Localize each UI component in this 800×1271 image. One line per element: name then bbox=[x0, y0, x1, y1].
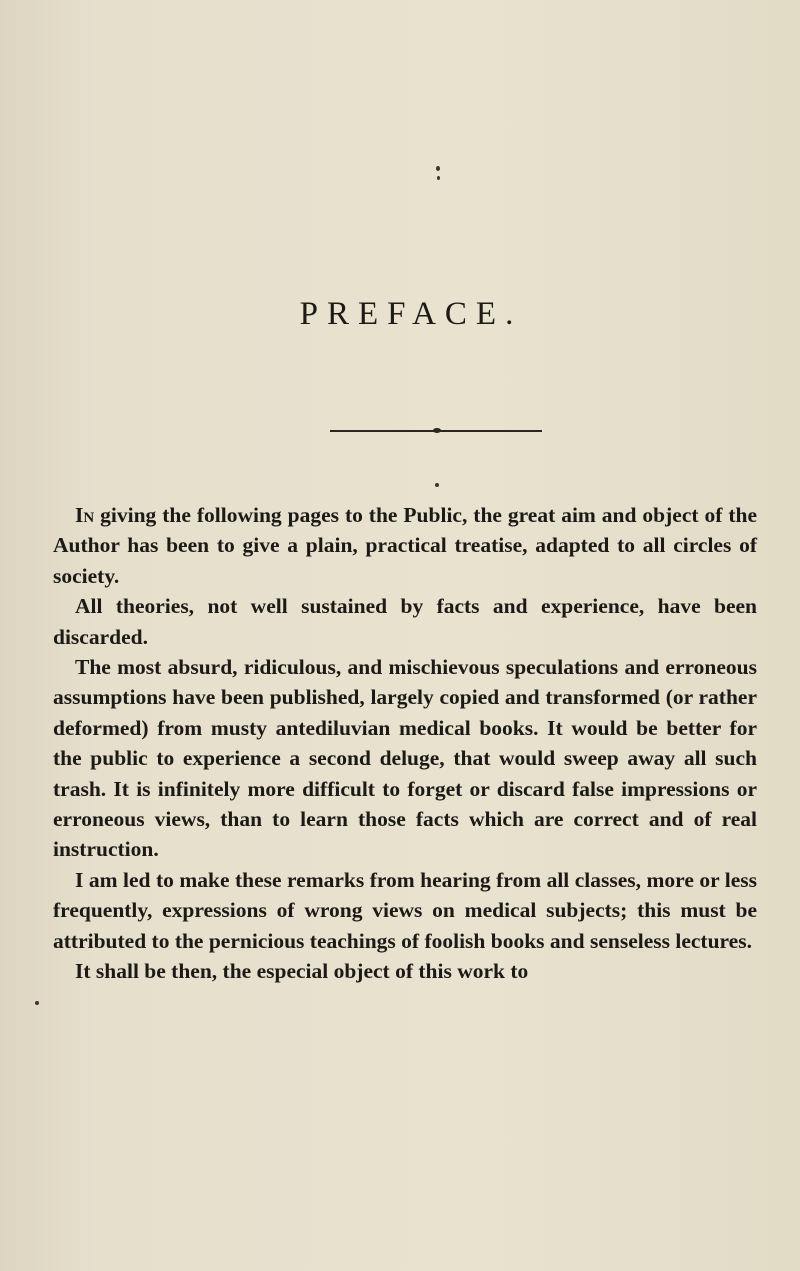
preface-body bbox=[53, 500, 757, 987]
print-speck bbox=[437, 176, 440, 180]
paragraph-4 bbox=[53, 865, 757, 956]
rule-ornament bbox=[433, 428, 441, 433]
paragraph-1 bbox=[53, 500, 757, 591]
paragraph-text: I am led to make these remarks from hearing from all classes, more or less frequently, expressions of wrong views on medical subjects; this must be attributed to the pernicious teachings of foolish books and senseless lectures. bbox=[53, 867, 757, 953]
paragraph-text: giving the following pages to the Public, the great aim and object of the Author has been to give a plain, practical treatise, adapted to all circles of society. bbox=[53, 503, 757, 588]
paragraph-lead: In bbox=[75, 503, 95, 527]
paragraph-text: It shall be then, the especial object of this work to bbox=[75, 959, 529, 984]
print-speck bbox=[436, 166, 440, 171]
paragraph-text: The most absurd, ridiculous, and mischievous speculations and erroneous assumptions have been published, largely copied and transformed (or rather deformed) from musty antediluvian medical books. It would be better for the public to experience a second deluge, that would sweep away all such trash. It is infinitely more difficult to forget or discard false impressions or erroneous views, than to learn those facts which are correct and of real instruction. bbox=[53, 655, 757, 862]
paragraph-2 bbox=[53, 591, 757, 652]
print-speck bbox=[435, 483, 439, 487]
paragraph-text: All theories, not well sustained by facts and experience, have been discarded. bbox=[53, 594, 757, 649]
paragraph-5 bbox=[53, 956, 757, 986]
page-title: PREFACE. bbox=[299, 296, 523, 332]
paragraph-3 bbox=[53, 652, 757, 865]
print-speck bbox=[35, 1001, 39, 1005]
